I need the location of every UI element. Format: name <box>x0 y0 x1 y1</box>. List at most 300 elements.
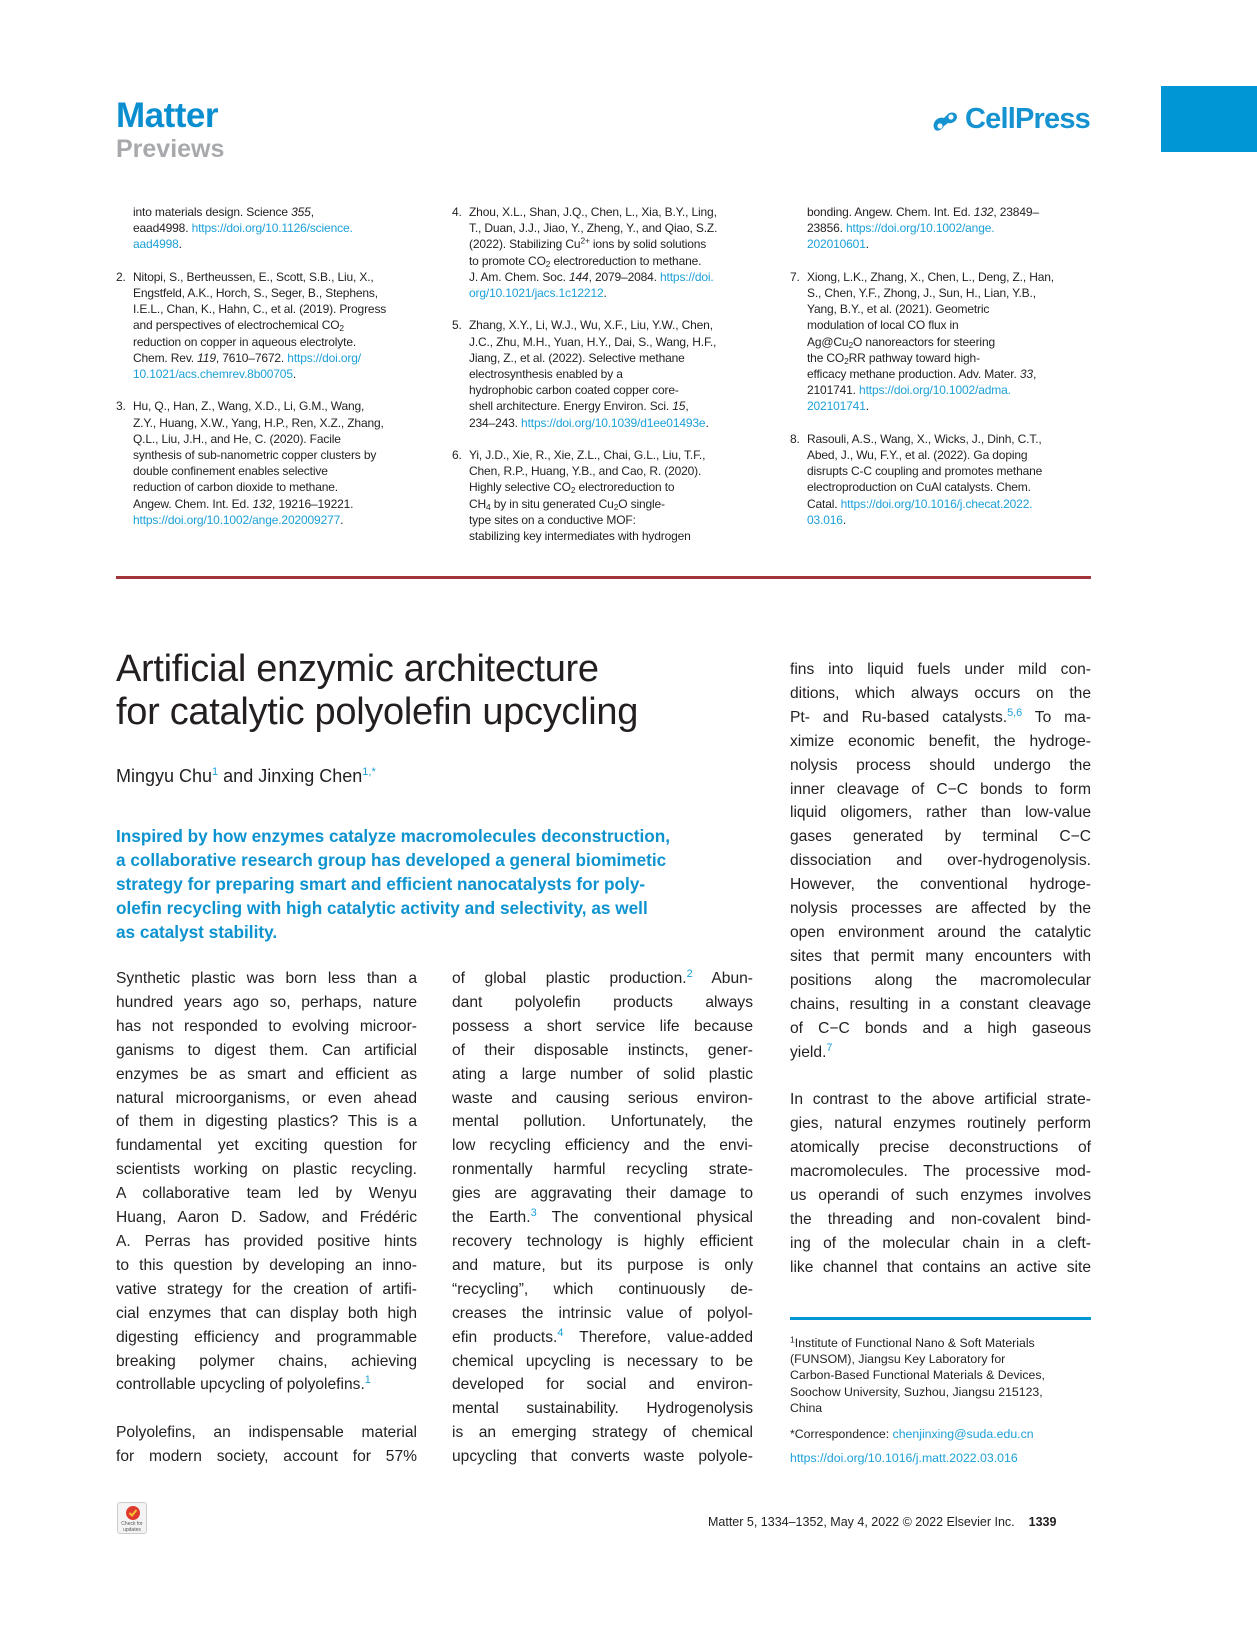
reference-item <box>790 431 1090 528</box>
text-line <box>790 1400 1091 1416</box>
text-segment: breaking polymer chains, achieving <box>116 1352 417 1370</box>
text-segment: nolysis process should undergo the <box>790 756 1091 774</box>
text-line <box>807 301 1090 317</box>
text-segment: In contrast to the above artificial strate- <box>790 1091 1091 1109</box>
text-line <box>133 350 416 366</box>
doi-link[interactable]: https://doi.org/10.1002/adma. <box>859 383 1011 398</box>
doi-link[interactable]: https://doi.org/10.1039/d1ee01493e <box>521 415 706 430</box>
text-line <box>807 382 1090 398</box>
text-line <box>133 366 416 382</box>
text-segment: 234–243. <box>469 415 522 430</box>
text-line <box>790 849 1091 873</box>
footnote-divider <box>790 1317 1091 1320</box>
text-line <box>807 512 1090 528</box>
text-segment: electroreduction to methane. <box>550 253 702 268</box>
text-segment: CH <box>469 496 487 511</box>
text-segment: possess a short service life because <box>452 1017 753 1035</box>
citation: Matter 5, 1334–1352, May 4, 2022 © 2022 Elsevier Inc. <box>708 1515 1015 1529</box>
text-segment: Highly selective CO <box>469 480 571 495</box>
text-line <box>469 415 752 431</box>
correspondence <box>790 1426 1034 1442</box>
text-line <box>790 801 1091 825</box>
text-line <box>116 1110 417 1134</box>
check-for-updates-badge[interactable] <box>117 1502 147 1534</box>
reference-item <box>116 398 416 528</box>
text-segment: A. Perras has provided positive hints <box>116 1232 417 1250</box>
text-segment: I.E.L., Chan, K., Hahn, C., et al. (2019). Progress <box>133 302 387 317</box>
check-for-updates-label: Check for updates <box>121 1521 143 1533</box>
text-line <box>790 1351 1091 1367</box>
text-segment: T., Duan, J.J., Jiao, Y., Zheng, Y., and Qiao, S.Z. <box>469 221 718 236</box>
citation-link[interactable]: 1 <box>364 1374 371 1387</box>
text-line <box>133 398 416 414</box>
text-line <box>469 253 752 269</box>
title-line: for catalytic polyolefin upcycling <box>116 691 639 733</box>
text-line <box>469 350 752 366</box>
body-col3 <box>790 658 1091 1303</box>
text-segment: the Earth. <box>452 1209 531 1227</box>
text-line <box>790 897 1091 921</box>
text-line <box>469 512 752 528</box>
text-segment: chemical upcycling is necessary to be <box>452 1352 753 1370</box>
text-line <box>790 682 1091 706</box>
doi-link[interactable]: org/10.1021/jacs.1c12212 <box>469 286 604 301</box>
paragraph <box>116 1421 417 1469</box>
text-line <box>807 479 1090 495</box>
text-line <box>807 463 1090 479</box>
text-segment: of C−C bonds and a high gaseous <box>790 1019 1091 1037</box>
text-line <box>790 658 1091 682</box>
text-line <box>452 1278 753 1302</box>
text-segment: O nanoreactors for steering <box>852 334 995 349</box>
text-segment: to this question by developing an inno- <box>116 1256 417 1274</box>
text-segment: 2 <box>613 501 619 512</box>
text-line <box>116 1206 417 1230</box>
text-line <box>452 1421 753 1445</box>
section-divider <box>116 576 1091 579</box>
text-line <box>116 1373 417 1397</box>
text-line <box>452 1254 753 1278</box>
text-segment: bonding. Angew. Chem. Int. Ed. <box>807 205 974 219</box>
text-segment: Abed, J., Wu, F.Y., et al. (2022). Ga doping <box>807 448 1028 463</box>
text-segment: nolysis processes are affected by the <box>790 900 1091 918</box>
text-line <box>807 398 1090 414</box>
text-line <box>116 1278 417 1302</box>
text-segment: Yi, J.D., Xie, R., Xie, Z.L., Chai, G.L., Liu, T.F., <box>469 448 706 463</box>
text-line <box>452 1373 753 1397</box>
text-segment: yield. <box>790 1043 827 1061</box>
text-line <box>807 204 1090 220</box>
email-link[interactable]: chenjinxing@suda.edu.cn <box>892 1427 1034 1441</box>
summary-line: Inspired by how enzymes catalyze macromolecules deconstruction, <box>116 826 670 846</box>
text-segment: 119 <box>197 350 216 365</box>
doi-link[interactable]: 10.1021/acs.chemrev.8b00705 <box>133 367 293 382</box>
text-segment: . <box>340 512 344 527</box>
text-line <box>116 1230 417 1254</box>
text-segment: vative strategy for the creation of artifi- <box>116 1280 417 1298</box>
text-segment: ions by solid solutions <box>589 237 707 252</box>
page-number: 1339 <box>1028 1515 1057 1529</box>
text-segment: . <box>842 512 846 527</box>
text-line <box>452 967 753 991</box>
text-line <box>452 1087 753 1111</box>
text-segment: Rasouli, A.S., Wang, X., Wicks, J., Dinh, C.T., <box>807 431 1042 446</box>
text-segment: natural microorganisms, or even ahead <box>116 1089 417 1107</box>
text-segment: chains, resulting in a constant cleavage <box>790 995 1091 1013</box>
doi-link[interactable]: https://doi. <box>660 269 714 284</box>
text-segment: . <box>603 286 607 301</box>
text-segment: type sites on a conductive MOF: <box>469 512 636 527</box>
text-segment: . <box>292 367 297 382</box>
text-line <box>790 1208 1091 1232</box>
summary-line: olefin recycling with high catalytic activity and selectivity, as well <box>116 898 648 918</box>
affiliation-footnote <box>790 1335 1091 1416</box>
journal-logo: Matter <box>116 96 219 135</box>
text-line <box>790 969 1091 993</box>
text-segment: shell architecture. Energy Environ. Sci. <box>469 399 673 414</box>
text-segment: . <box>178 237 182 252</box>
text-segment: 2 <box>844 355 849 366</box>
text-segment: macromolecules. The processive mod- <box>790 1163 1091 1181</box>
text-segment: , 19216–19221. <box>272 496 354 511</box>
text-line <box>133 204 416 220</box>
text-segment: (2022). Stabilizing Cu <box>469 237 581 252</box>
paragraph <box>116 967 417 1397</box>
text-segment: controllable upcycling of polyolefins. <box>116 1376 365 1394</box>
text-line <box>790 993 1091 1017</box>
text-line <box>469 220 752 236</box>
text-segment: low recycling efficiency and the envi- <box>452 1137 753 1155</box>
text-segment: Yang, B.Y., et al. (2021). Geometric <box>807 302 990 317</box>
affiliation-link[interactable]: 1,* <box>362 766 376 778</box>
references-col1 <box>116 204 416 544</box>
text-line <box>452 1302 753 1326</box>
text-segment: Engstfeld, A.K., Horch, S., Seger, B., Stephens, <box>133 286 378 300</box>
reference-number: 8. <box>790 431 800 446</box>
text-segment: electroproduction on CuAl catalysts. Chem. <box>807 480 1031 495</box>
reference-number: 6. <box>452 448 462 463</box>
doi-link[interactable]: https://doi.org/10.1016/j.checat.2022. <box>840 496 1033 511</box>
text-segment: A collaborative team led by Wenyu <box>116 1185 417 1203</box>
reference-item <box>116 204 416 253</box>
citation-link[interactable]: 2 <box>686 968 693 980</box>
text-segment: Huang, Aaron D. Sadow, and Frédéric <box>116 1209 417 1227</box>
text-line <box>133 447 416 463</box>
title-line: Artificial enzymic architecture <box>116 648 599 690</box>
doi-link[interactable]: https://doi.org/10.1016/j.matt.2022.03.016 <box>790 1451 1018 1465</box>
page-footer <box>708 1514 1056 1530</box>
doi-link[interactable]: 03.016 <box>807 512 843 527</box>
text-line <box>807 236 1090 252</box>
body-col2 <box>452 967 753 1493</box>
citation-link[interactable]: 4 <box>557 1326 564 1339</box>
text-segment: fins into liquid fuels under mild con- <box>790 661 1091 678</box>
doi-link[interactable]: https://doi.org/10.1002/ange. <box>846 221 995 236</box>
text-line <box>116 1326 417 1350</box>
text-segment: ating a large number of solid plastic <box>452 1065 753 1083</box>
text-line <box>452 1110 753 1134</box>
text-line <box>807 334 1090 350</box>
body-col1 <box>116 967 417 1493</box>
text-segment: Therefore, value-added <box>563 1328 754 1346</box>
text-line <box>452 1063 753 1087</box>
text-line <box>469 528 752 544</box>
text-line <box>116 967 417 991</box>
text-line <box>469 479 752 495</box>
text-segment: Pt- and Ru-based catalysts. <box>790 708 1008 726</box>
text-segment: creases the intrinsic value of polyol- <box>452 1304 753 1322</box>
text-segment: Soochow University, Suzhou, Jiangsu 215123, <box>790 1384 1043 1399</box>
text-line <box>469 334 752 350</box>
text-line <box>469 285 752 301</box>
text-segment: 2 <box>545 258 551 269</box>
text-line <box>452 1158 753 1182</box>
text-line <box>790 1160 1091 1184</box>
text-segment: ganisms to digest them. Can artificial <box>116 1041 417 1059</box>
text-line <box>790 1017 1091 1041</box>
text-line <box>469 366 752 382</box>
reference-item <box>790 269 1090 415</box>
text-segment: Jiang, Z., et al. (2022). Selective methane <box>469 350 685 365</box>
text-line <box>790 1384 1091 1400</box>
text-line <box>452 1206 753 1230</box>
text-segment: RR pathway toward high- <box>848 350 980 365</box>
text-segment: liquid oligomers, rather than low-value <box>790 804 1091 822</box>
text-segment: Z.Y., Huang, X.W., Yang, H.P., Ren, X.Z., Zhang, <box>133 415 384 430</box>
citation-link[interactable]: 7 <box>826 1041 833 1054</box>
text-line <box>452 1015 753 1039</box>
text-line <box>469 398 752 414</box>
text-line <box>452 1134 753 1158</box>
text-line <box>790 945 1091 969</box>
text-line <box>807 350 1090 366</box>
text-segment: double confinement enables selective <box>133 464 328 479</box>
text-line <box>133 236 416 252</box>
text-segment: Chen, R.P., Huang, Y.B., and Cao, R. (2020). <box>469 464 702 479</box>
text-line <box>116 1158 417 1182</box>
text-segment: Abun- <box>692 970 753 987</box>
text-line <box>469 447 752 463</box>
text-segment: dant polyolefin products always <box>452 993 753 1011</box>
text-line <box>790 730 1091 754</box>
text-line <box>452 1326 753 1350</box>
doi-link[interactable]: aad4998 <box>133 237 179 252</box>
reference-number: 5. <box>452 318 462 333</box>
text-line <box>452 1445 753 1469</box>
citation-link[interactable]: 3 <box>530 1207 537 1220</box>
text-segment: “recycling”, which continuously de- <box>452 1280 753 1298</box>
text-line <box>469 236 752 252</box>
affiliation-link[interactable]: 1 <box>212 766 219 778</box>
text-segment: open environment around the catalytic <box>790 923 1091 941</box>
text-line <box>807 496 1090 512</box>
text-line <box>116 1445 417 1469</box>
text-segment: gases generated by terminal C−C <box>790 828 1091 846</box>
text-line <box>116 1254 417 1278</box>
text-line <box>807 431 1090 447</box>
doi-link[interactable]: 202101741 <box>807 399 866 414</box>
text-segment: 2 <box>570 485 576 496</box>
text-line <box>133 334 416 350</box>
accent-tab <box>1161 86 1257 152</box>
text-segment: sites that permit many encounters with <box>790 947 1091 965</box>
author-name: Mingyu Chu <box>116 766 213 786</box>
text-segment: efin products. <box>452 1328 558 1346</box>
text-line <box>790 1041 1091 1065</box>
summary-line: strategy for preparing smart and efficient nanocatalysts for poly- <box>116 874 646 894</box>
text-segment: 2 <box>339 323 344 334</box>
text-segment: the CO <box>807 350 845 365</box>
text-line <box>790 1112 1091 1136</box>
text-segment: of them in digesting plastics? This is a <box>116 1113 417 1131</box>
text-segment: , 7610–7672. <box>215 350 288 365</box>
text-line <box>452 1397 753 1421</box>
text-segment: To ma- <box>1022 708 1091 726</box>
text-segment: gies, natural enzymes routinely perform <box>790 1115 1091 1133</box>
paragraph <box>790 1088 1091 1279</box>
citation-link[interactable]: 5,6 <box>1007 706 1023 719</box>
text-segment: synthesis of sub-nanometric copper clusters by <box>133 448 377 463</box>
text-segment: recovery technology is highly efficient <box>452 1232 753 1250</box>
text-segment: dissociation and over-hydrogenolysis. <box>790 852 1091 870</box>
text-line <box>116 1350 417 1374</box>
text-segment: Chem. Rev. <box>133 350 198 365</box>
text-segment: cial enzymes that can display both high <box>116 1304 417 1322</box>
text-segment: 2 <box>848 339 853 350</box>
text-segment: into materials design. Science <box>133 205 292 219</box>
reference-number: 7. <box>790 269 800 284</box>
text-line <box>116 1302 417 1326</box>
text-line <box>116 991 417 1015</box>
text-line <box>469 382 752 398</box>
text-segment: , 23849– <box>993 205 1039 219</box>
text-segment: has not responded to evolving microor- <box>116 1017 417 1035</box>
text-line <box>116 1134 417 1158</box>
text-line <box>790 1256 1091 1280</box>
summary-line: as catalyst stability. <box>116 922 278 942</box>
text-segment: ditions, which always occurs on the <box>790 684 1091 702</box>
text-line <box>469 317 752 333</box>
text-line <box>790 873 1091 897</box>
text-line <box>133 301 416 317</box>
text-segment: Hu, Q., Han, Z., Wang, X.D., Li, G.M., Wang, <box>133 399 365 414</box>
text-segment: 23856. <box>807 221 846 236</box>
text-segment: gies are aggravating their damage to <box>452 1185 753 1203</box>
doi-link[interactable]: https://doi.org/10.1126/science. <box>191 221 353 236</box>
text-segment: , <box>685 399 689 414</box>
text-line <box>790 921 1091 945</box>
text-line <box>790 754 1091 778</box>
authors <box>116 764 376 788</box>
text-segment: stabilizing key intermediates with hydrogen <box>469 529 691 544</box>
text-segment: of their disposable instincts, gener- <box>452 1041 753 1059</box>
text-segment: of global plastic production. <box>452 970 687 987</box>
text-segment: electroreduction to <box>575 480 675 495</box>
text-segment: for modern society, account for 57% <box>116 1448 417 1466</box>
doi-link[interactable]: 202010601 <box>807 237 866 252</box>
text-segment: reduction of carbon dioxide to methane. <box>133 480 338 495</box>
text-segment: eaad4998. <box>133 221 192 236</box>
text-segment: Nitopi, S., Bertheussen, E., Scott, S.B., Liu, X., <box>133 269 374 284</box>
text-segment: to promote CO <box>469 253 546 268</box>
text-segment: positions along the macromolecular <box>790 971 1091 989</box>
text-line <box>116 1015 417 1039</box>
text-segment: 132 <box>973 205 994 219</box>
text-segment: mental sustainability. Hydrogenolysis <box>452 1400 753 1418</box>
text-line <box>133 512 416 528</box>
check-for-updates-icon <box>125 1505 141 1521</box>
text-segment: ronmentally harmful recycling strate- <box>452 1161 753 1179</box>
text-line <box>790 825 1091 849</box>
text-segment: hydrophobic carbon coated copper core- <box>469 383 679 398</box>
reference-item <box>452 317 752 430</box>
text-segment: Ag@Cu <box>807 334 849 349</box>
text-line <box>133 269 416 285</box>
text-segment: , 2079–2084. <box>588 269 661 284</box>
text-segment: 1 <box>790 1334 795 1345</box>
text-segment: 33 <box>1019 367 1033 382</box>
text-segment: electrosynthesis enabled by a <box>469 367 623 382</box>
publisher-logo: CellPress <box>965 103 1090 135</box>
text-line <box>469 204 752 220</box>
text-segment: hundred years ago so, perhaps, nature <box>116 993 417 1011</box>
text-segment: (FUNSOM), Jiangsu Key Laboratory for <box>790 1352 1006 1367</box>
references-col3 <box>790 204 1090 544</box>
text-segment: J. Am. Chem. Soc. <box>469 269 569 284</box>
text-segment: . <box>865 237 869 252</box>
text-segment: Zhou, X.L., Shan, J.Q., Chen, L., Xia, B.Y., Ling, <box>469 205 717 219</box>
text-line <box>790 1088 1091 1112</box>
reference-item <box>452 204 752 301</box>
reference-item <box>790 204 1090 253</box>
text-segment: Catal. <box>807 496 841 511</box>
text-segment: scientists working on plastic recycling. <box>116 1161 417 1179</box>
doi-link[interactable]: https://doi.org/ <box>287 350 361 365</box>
text-segment: O single- <box>618 496 665 511</box>
article-title <box>116 648 638 734</box>
text-line <box>116 1182 417 1206</box>
summary <box>116 824 756 944</box>
text-line <box>452 1350 753 1374</box>
text-segment: 2+ <box>580 235 590 246</box>
text-segment: Carbon-Based Functional Materials & Devices, <box>790 1368 1045 1383</box>
text-segment: and perspectives of electrochemical CO <box>133 318 340 333</box>
text-line <box>807 269 1090 285</box>
text-line <box>452 1230 753 1254</box>
reference-number: 2. <box>116 269 126 284</box>
summary-line: a collaborative research group has developed a general biomimetic <box>116 850 667 870</box>
text-line <box>116 1039 417 1063</box>
text-segment: fundamental yet exciting question for <box>116 1137 417 1155</box>
text-segment: 144 <box>569 269 589 284</box>
text-segment: , <box>310 205 314 219</box>
doi-link[interactable]: https://doi.org/10.1002/ange.202009277 <box>133 512 341 527</box>
text-segment: disrupts C-C coupling and promotes methane <box>807 464 1043 479</box>
text-line <box>133 431 416 447</box>
text-line <box>133 415 416 431</box>
text-segment: 4 <box>486 501 491 512</box>
text-segment: Polyolefins, an indispensable material <box>116 1424 417 1442</box>
text-segment: developed for social and environ- <box>452 1376 753 1394</box>
text-line <box>807 366 1090 382</box>
text-segment: atomically precise deconstructions of <box>790 1139 1091 1157</box>
author-separator: and <box>218 766 259 786</box>
text-line <box>133 285 416 301</box>
text-segment: ximize economic benefit, the hydroge- <box>790 732 1091 750</box>
section-label: Previews <box>116 135 225 163</box>
text-segment: upcycling that converts waste polyole- <box>452 1448 753 1466</box>
paragraph <box>790 658 1091 1064</box>
